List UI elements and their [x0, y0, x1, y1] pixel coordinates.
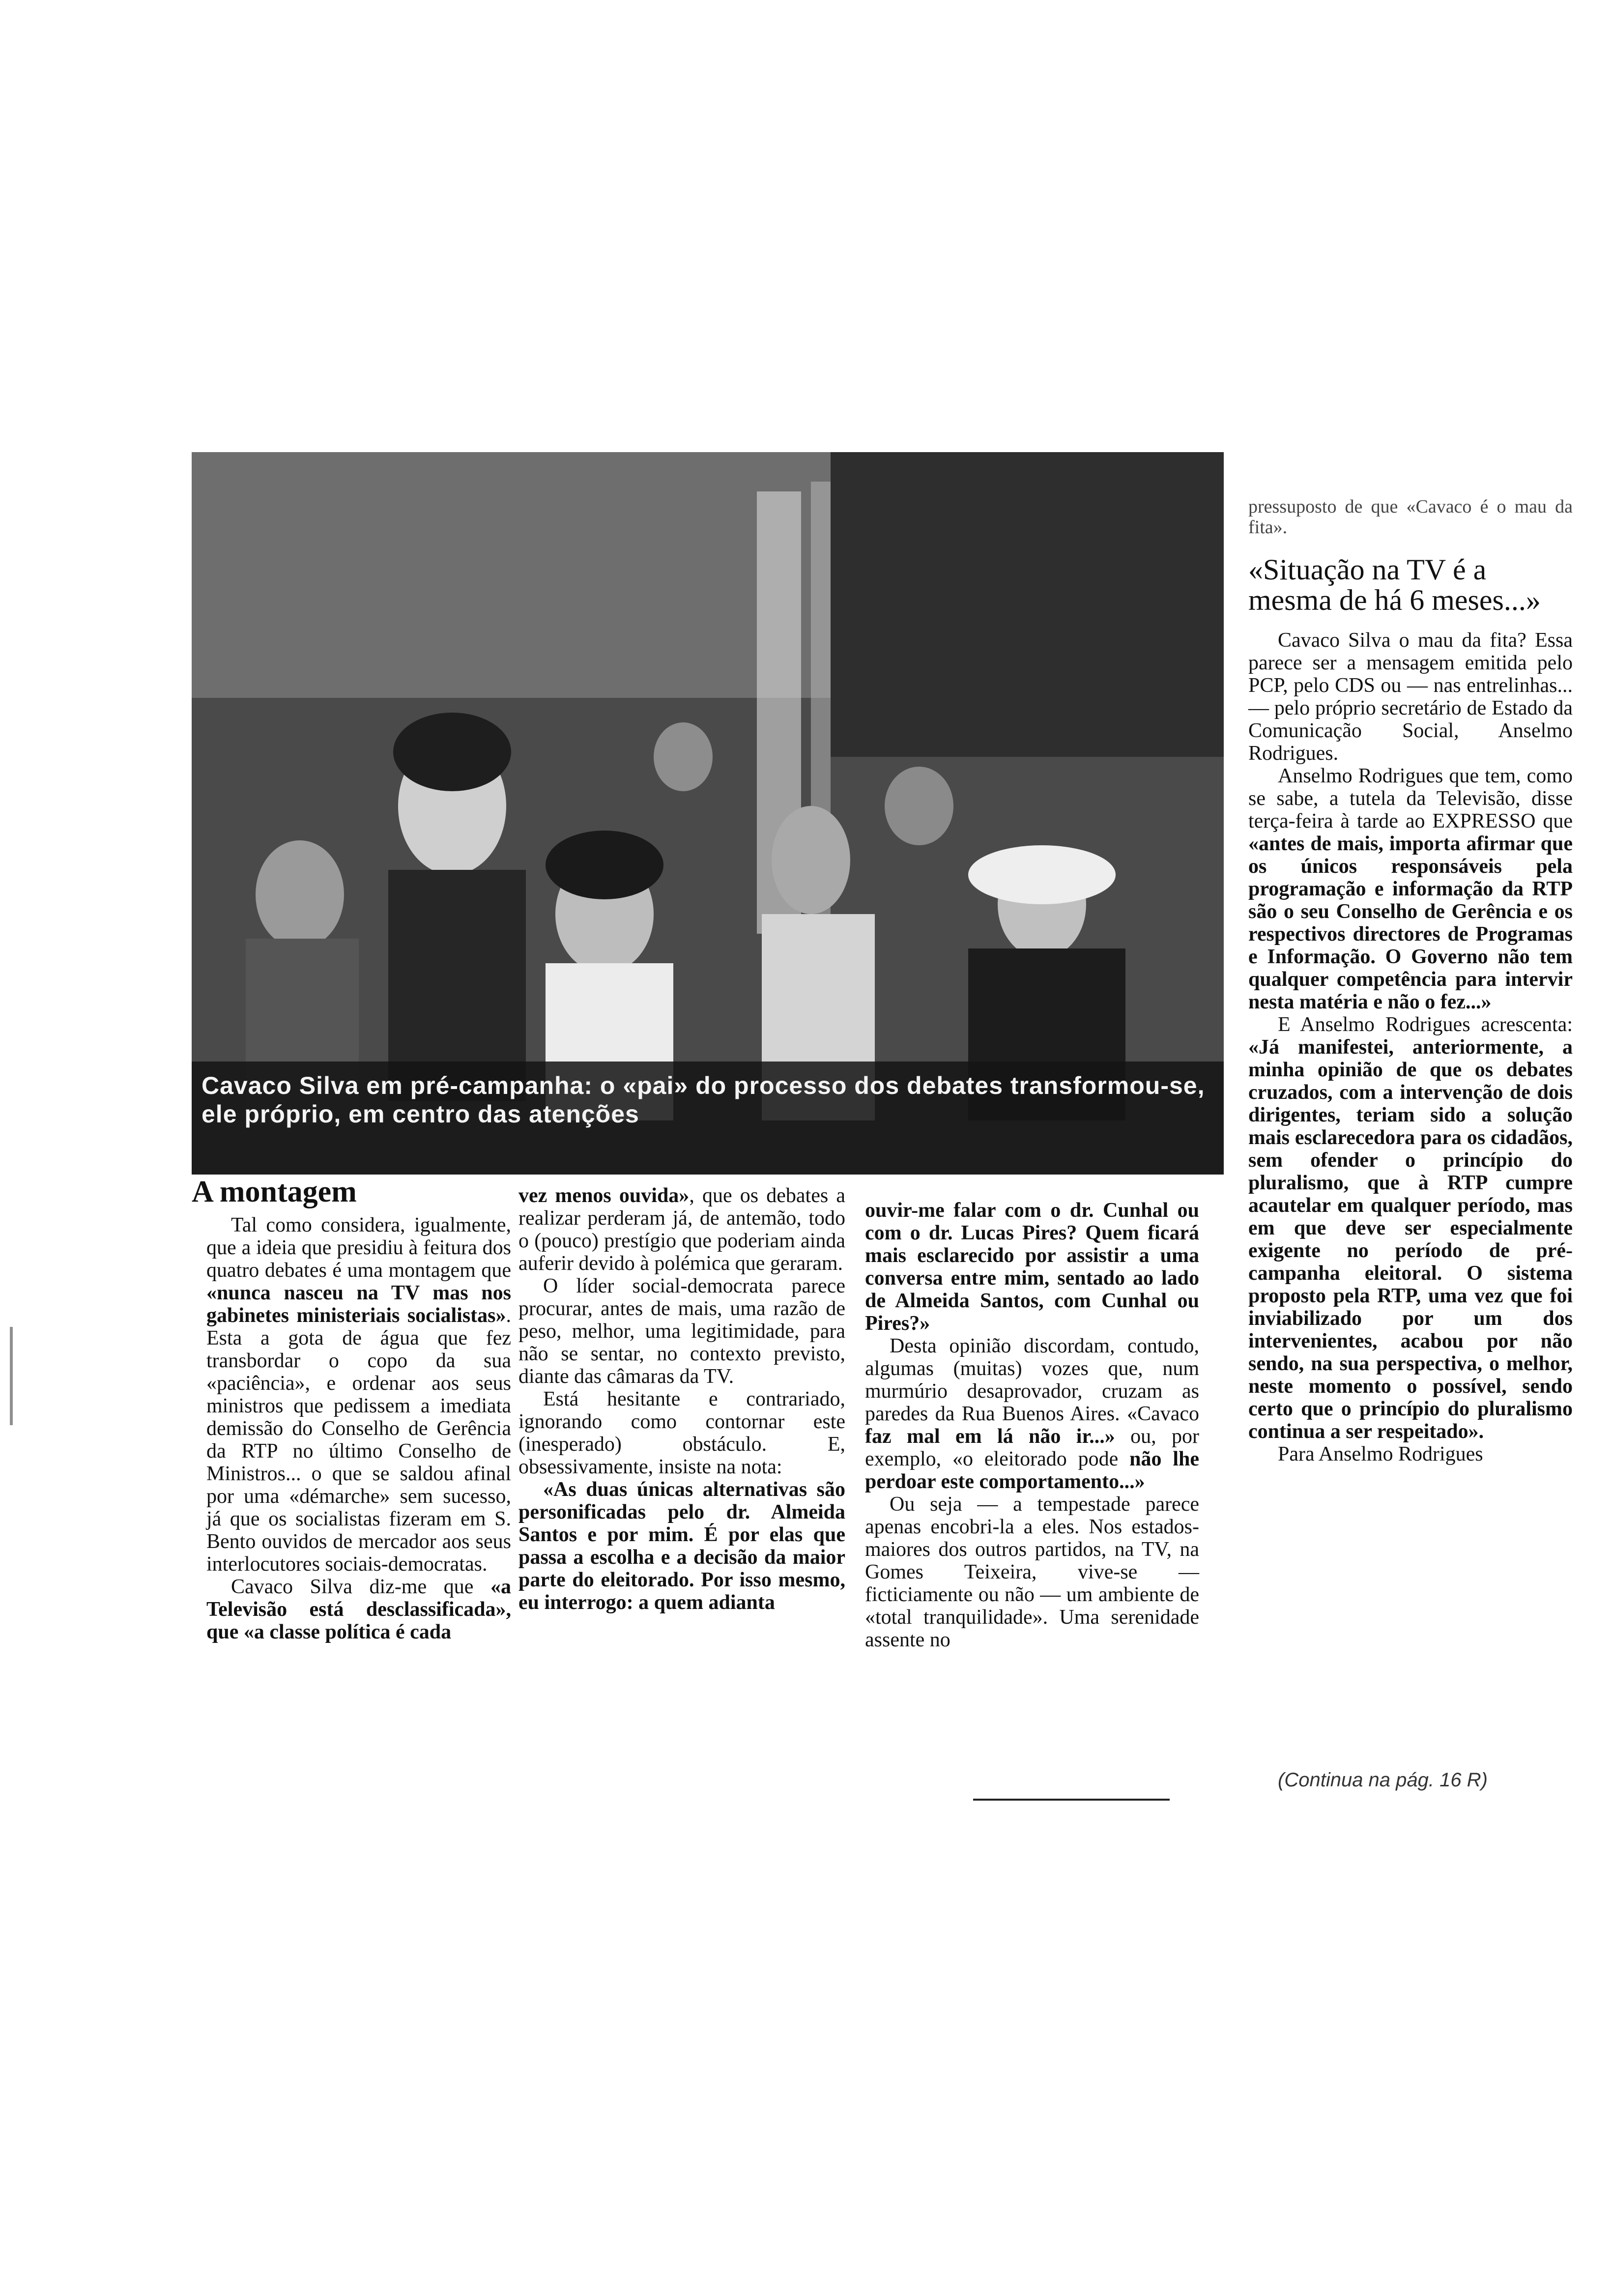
- right-paragraph-2: [1248, 765, 1573, 1013]
- photo-caption: Cavaco Silva em pré-campanha: o «pai» do processo dos debates transformou-se, ele próprio, em centro das atenções: [202, 1072, 1205, 1128]
- continued-note: (Continua na pág. 16 R): [1278, 1769, 1488, 1791]
- article-column-3: [865, 1199, 1199, 1651]
- column-3-p2-text: Desta opinião discordam, contudo, algumas (muitas) vozes que, num murmúrio desaprovador, cruzam as paredes da Rua Buenos Aires. «Cavaco: [865, 1335, 1199, 1425]
- right-paragraph-3: [1248, 1013, 1573, 1443]
- column-2-paragraph-3: Está hesitante e contrariado, ignorando como contornar este (inesperado) obstáculo. E, obsessivamente, insiste na nota:: [518, 1388, 845, 1478]
- right-paragraph-4: Para Anselmo Rodrigues: [1278, 1443, 1483, 1465]
- right-paragraph-2-quote: «antes de mais, importa afirmar que os únicos responsáveis pela programação e informação da RTP são o seu Conselho de Gerência e os respectivos directores de Programas e Informação. O Governo não tem qualquer competência para intervir nesta matéria e não o fez...»: [1248, 832, 1573, 1013]
- column-2-p1-rest: , que os debates a realizar perderam já, de antemão, todo o (pouco) prestígio que poderiam ainda auferir devido à polémica que geraram.: [518, 1184, 845, 1275]
- right-paragraph-2-text: Anselmo Rodrigues que tem, como se sabe, a tutela da Televisão, disse terça-feira à tarde ao EXPRESSO que: [1248, 765, 1573, 832]
- column-1-p1-text: Tal como considera, igualmente, que a ideia que presidiu à feitura dos quatro debates é uma montagem que: [206, 1214, 511, 1282]
- article-column-2: [518, 1184, 845, 1614]
- column-1-p2-text: Cavaco Silva diz-me que: [231, 1576, 474, 1598]
- column-2-paragraph-4: [518, 1478, 845, 1614]
- column-3-paragraph-3: Ou seja — a tempestade parece apenas encobri-la a eles. Nos estados-maiores dos outros partidos, na TV, na Gomes Teixeira, vive-se — ficticiamente ou não — um ambiente de «total tranquilidade». Uma serenidade assente no: [865, 1493, 1199, 1651]
- column-3-p2-quote: faz mal em lá não ir...»: [865, 1425, 1115, 1448]
- column-2-p1-quote: vez menos ouvida»: [518, 1184, 690, 1207]
- scan-mark: [973, 1799, 1170, 1801]
- right-column: [1248, 496, 1573, 1465]
- right-intro: pressuposto de que «Cavaco é o mau da fita».: [1248, 496, 1573, 538]
- column-2-paragraph-2: O líder social-democrata parece procurar, antes de mais, uma razão de peso, melhor, uma legitimidade, para não se sentar, no contexto previsto, diante das câmaras da TV.: [518, 1275, 845, 1388]
- column-1-paragraph-2: [206, 1576, 511, 1643]
- column-1-p1-rest: . Esta a gota de água que fez transbordar o copo da sua «paciência», e ordenar aos seus ministros que pedissem a imediata demissão do Conselho de Gerência da RTP no último Conselho de Ministros... o que se saldou afinal por uma «démarche» sem sucesso, já que os socialistas fizeram em S. Bento ouvidos de mercador aos seus interlocutores sociais-democratas.: [206, 1304, 511, 1576]
- right-paragraph-3-text: E Anselmo Rodrigues acrescenta:: [1278, 1013, 1573, 1036]
- article-heading: A montagem: [192, 1175, 357, 1208]
- column-1-p1-quote: «nunca nasceu na TV mas nos gabinetes ministeriais socialistas»: [206, 1282, 511, 1327]
- column-3-p2-mid: ou, por exemplo, «o eleitorado pode: [865, 1425, 1199, 1470]
- article-column-1: [206, 1214, 511, 1643]
- crowd-photo-image: [192, 452, 1224, 1175]
- right-paragraph-1: Cavaco Silva o mau da fita? Essa parece ser a mensagem emitida pelo PCP, pelo CDS ou — nas entrelinhas... — pelo próprio secretário de Estado da Comunicação Social, Anselmo Rodrigues.: [1248, 629, 1573, 765]
- column-3-p2-quote-2: não lhe perdoar este comportamento...»: [865, 1448, 1199, 1493]
- column-2-p4-quote: «As duas únicas alternativas são personificadas pelo dr. Almeida Santos e por mim. É por elas que passa a escolha e a decisão da maior parte do eleitorado. Por isso mesmo, eu interrogo: a quem adianta: [518, 1478, 845, 1614]
- column-3-paragraph-1: [865, 1199, 1199, 1335]
- subheading: «Situação na TV é a mesma de há 6 meses...»: [1248, 553, 1541, 616]
- column-2-paragraph-1: [518, 1184, 845, 1275]
- right-paragraph-3-quote: «Já manifestei, anteriormente, a minha opinião de que os debates cruzados, com a intervenção de dois dirigentes, teriam sido a solução mais esclarecedora para os cidadãos, sem ofender o princípio do pluralismo, que à RTP cumpre acautelar em qualquer período, mas em que deve ser especialmente exigente no período de pré-campanha eleitoral. O sistema proposto pela RTP, uma vez que foi inviabilizado por um dos intervenientes, acabou por não sendo, na sua perspectiva, o melhor, neste momento o possível, sendo certo que o princípio do pluralismo continua a ser respeitado».: [1248, 1036, 1573, 1443]
- column-1-p2-quote: «a Televisão está desclassificada», que «a classe política é cada: [206, 1576, 512, 1643]
- column-3-p1-quote: ouvir-me falar com o dr. Cunhal ou com o dr. Lucas Pires? Quem ficará mais esclarecido por assistir a uma conversa entre mim, sentado ao lado de Almeida Santos, com Cunhal ou Pires?»: [865, 1199, 1199, 1335]
- scan-mark: [10, 1327, 13, 1425]
- news-photo: [192, 452, 1224, 1175]
- column-1-paragraph-1: [206, 1214, 511, 1576]
- column-3-paragraph-2: [865, 1335, 1199, 1493]
